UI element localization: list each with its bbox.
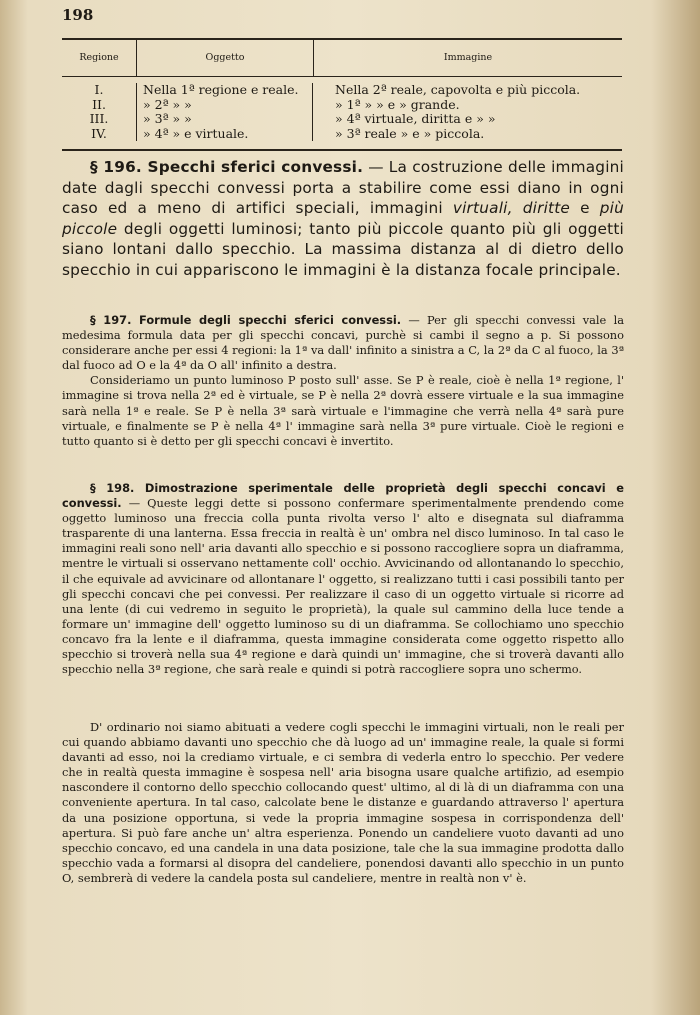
section-197-paragraph: [62, 313, 624, 373]
column-regione: [62, 83, 137, 141]
table-cell: » 3ª reale » e » piccola.: [335, 125, 485, 141]
header-immagine: Immagine: [443, 52, 493, 63]
table-cell: » 4ª virtuale, diritta e » »: [335, 111, 496, 126]
table-cell: » 2ª » »: [143, 96, 192, 112]
table-body: [62, 77, 622, 149]
closing-paragraph-text: D' ordinario noi siamo abituati a vedere cogli specchi le immagini virtuali, non le reali per cui quando abbiamo davanti uno specchio che dà luogo ad un' immagine reale, la quale si formi davanti ad esso, noi la crediamo virtuale, e ci sembra di vederla entro lo specchio. Per vedere che in realtà questa immagine è sospesa nell' aria bisogna usare qualche artifizio, ad esempio nascondere il contorno dello specchio collocando quest' ultimo, al di là di un diaframma con una conveniente apertura. In tal caso, calcolate bene le distanze e guardando attraverso l' apertura da una posizione opportuna, si vede la propria immagine sospesa in corrispondenza dell' apertura. Si può fare anche un' altra esperienza. Ponendo un candeliere vuoto davanti ad uno specchio concavo, ed una candela in una data posizione, tale che la sua immagine prodotta dallo specchio vada a formarsi al disopra del candeliere, ponendosi davanti allo specchio in un punto O, sembrerà di vedere la candela posta sul candeliere, mentre in realtà non v' è.: [62, 720, 624, 885]
header-oggetto: Oggetto: [137, 40, 314, 76]
section-196-heading: § 196. Specchi sferici convessi.: [90, 158, 364, 176]
table-cell: » 1ª » » e » grande.: [335, 96, 460, 112]
section-197-paragraph-2: Consideriamo un punto luminoso P posto sull' asse. Se P è reale, cioè è nella 1ª regione, l' immagine si trova nella 2ª ed è virtuale, se P è nella 2ª dovrà essere virtuale e la sua immagine sarà nella 1ª e reale. Se P è nella 3ª sarà virtuale e l'immagine che verrà nella 4ª sarà pure virtuale, e finalmente se P è nella 4ª l' immagine sarà nella 3ª pure virtuale. Cioè le regioni e tutto quanto si è detto per gli specchi concavi è invertito.: [62, 373, 624, 448]
section-196-italic-2: più piccole: [62, 199, 624, 238]
section-197-heading: § 197. Formule degli specchi sferici convessi.: [90, 313, 402, 327]
section-196-text-b: e: [570, 199, 600, 217]
section-196-italic-1: virtuali, diritte: [452, 199, 571, 217]
table-cell: IV.: [91, 125, 107, 141]
section-196-text-c: degli oggetti luminosi; tanto più piccole quanto più gli oggetti siano lontani dallo specchio. La massima distanza al di dietro dello specchio in cui appariscono le immagini è la distanza focale principale.: [62, 219, 624, 279]
table-cell: III.: [89, 111, 109, 126]
table-cell: » 4ª » e virtuale.: [143, 125, 249, 141]
table-cell: I.: [94, 82, 104, 97]
page-number: 198: [62, 6, 94, 24]
table-cell: Nella 1ª regione e reale.: [143, 82, 299, 97]
section-198-text: — Queste leggi dette si possono confermare sperimentalmente prendendo come oggetto luminoso una freccia colla punta rivolta verso l' alto e disegnata sul diaframma trasparente di una lanterna. Essa freccia in realtà è un' ombra nel disco luminoso. In tal caso le immagini reali sono nell' aria davanti allo specchio e si possono raccogliere sopra un diaframma, mentre le virtuali si osservano nettamente coll' occhio. Avvicinando od allontanando lo specchio, il che equivale ad avvicinare od allontanare l' oggetto, si realizzano tutti i casi possibili tanto per gli specchi concavi che pei convessi. Per realizzare il caso di un oggetto virtuale si ricorre ad una lente (di cui vedremo in seguito le proprietà), la quale sul cammino della luce tende a formare un' immagine dell' oggetto luminoso su di un diaframma. Se collochiamo uno specchio concavo fra la lente e il diaframma, questa immagine considerata come oggetto rispetto allo specchio si troverà nella sua 4ª regione e darà quindi un' immagine, che si troverà davanti allo specchio nella 3ª regione, che sarà reale e quindi si potrà raccogliere sopra uno schermo.: [62, 496, 624, 677]
table-header: [62, 40, 622, 77]
column-immagine: [313, 83, 622, 141]
section-198: [62, 481, 624, 677]
section-198-heading: § 198. Dimostrazione sperimentale delle proprietà degli specchi concavi e convessi.: [62, 481, 624, 511]
table-cell: Nella 2ª reale, capovolta e più piccola.: [335, 82, 581, 97]
section-197: [62, 313, 624, 449]
section-196: [62, 157, 624, 280]
section-197-text: — Per gli specchi convessi vale la medesima formula data per gli specchi concavi, purchè si cambi il segno a p. Si possono considerare anche per essi 4 regioni: la 1ª va dall' infinito a sinistra a C, la 2ª da C al fuoco, la 3ª dal fuoco ad O e la 4ª da O all' infinito a destra.: [62, 313, 624, 373]
table-cell: » 3ª » »: [143, 111, 192, 126]
column-oggetto: [137, 83, 313, 141]
regions-table: [62, 38, 622, 151]
closing-paragraph: [62, 720, 624, 886]
section-196-text-a: — La costruzione delle immagini date dagli specchi convessi porta a stabilire come essi diano in ogni caso ed a meno di artifici speciali, immagini: [62, 158, 624, 217]
table-cell: II.: [92, 96, 106, 112]
section-198-paragraph: [62, 481, 624, 677]
header-regione: Regione: [62, 40, 137, 76]
